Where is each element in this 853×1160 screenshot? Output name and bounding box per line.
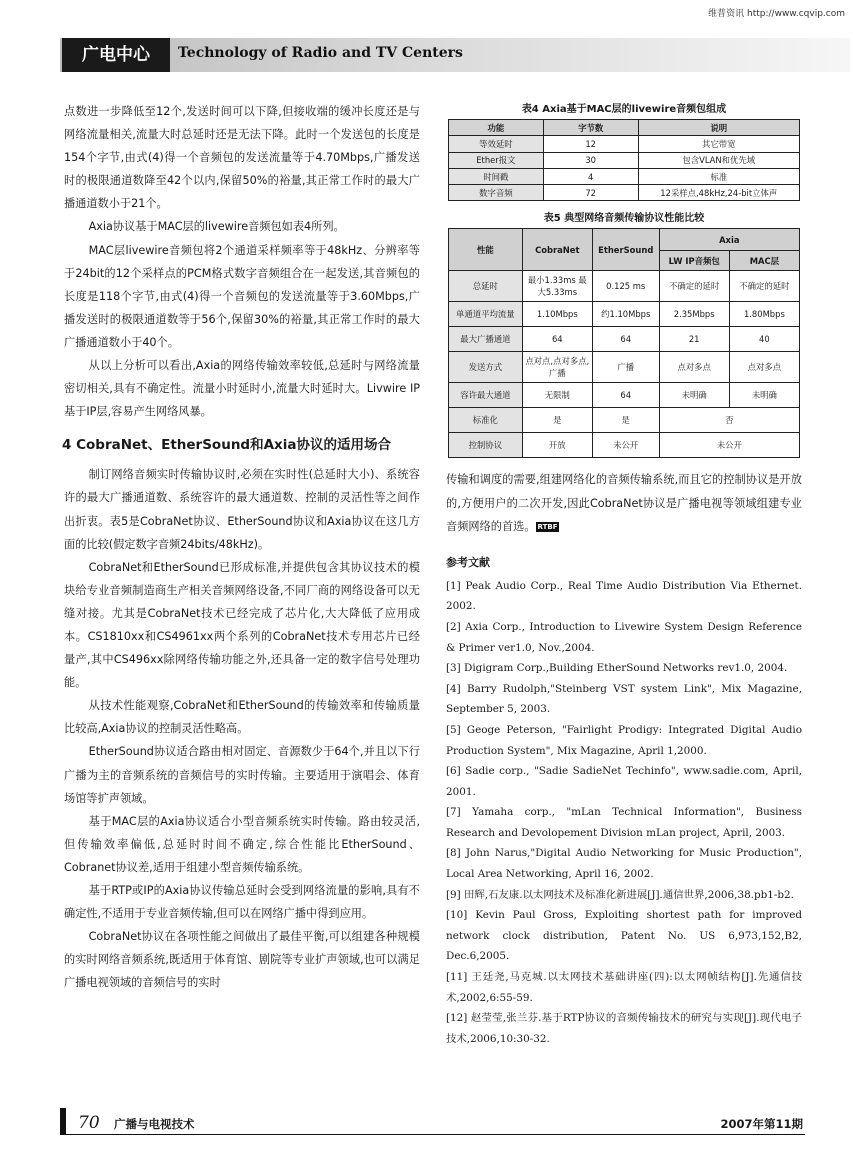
table-row [449, 408, 800, 433]
watermark: 维普资讯 http://www.cqvip.com [708, 9, 845, 19]
table-cell: 64 [592, 383, 659, 408]
references-heading: 参考文献 [446, 555, 490, 569]
table-header: LW IP音频包 [659, 251, 729, 271]
footer-rule [60, 1134, 805, 1135]
table-cell: 72 [543, 185, 638, 201]
table-cell: 是 [592, 408, 659, 433]
table-cell: 12采样点,48kHz,24-bit立体声 [638, 185, 799, 201]
table5-caption: 表5 典型网络音频传输协议性能比较 [543, 213, 705, 225]
table-row [449, 327, 800, 352]
table-row [449, 352, 800, 383]
table-cell: 单通道平均流量 [449, 302, 523, 327]
table-cell: 不确定的延时 [729, 271, 799, 302]
reference-item: [12] 赵莹莹,张兰芬.基于RTP协议的音频传输技术的研究与实现[J].现代电子技术,2006,10:30-32. [446, 1012, 802, 1045]
table-cell: 最大广播通道 [449, 327, 523, 352]
table-cell: 64 [592, 327, 659, 352]
table-cell: 否 [659, 408, 799, 433]
table-cell: 未公开 [592, 433, 659, 458]
reference-item: [9] 田辉,石友康.以太网技术及标准化新进展[J].通信世界,2006,38.pb1-b2. [446, 888, 794, 901]
reference-item: [1] Peak Audio Corp., Real Time Audio Distribution Via Ethernet. 2002. [446, 579, 802, 613]
table-cell: 点对多点 [729, 352, 799, 383]
table-cell: 2.35Mbps [659, 302, 729, 327]
body-paragraph: 点数进一步降低至12个,发送时间可以下降,但接收端的缓冲长度还是与网络流量相关,流量大时总延时还是无法下降。此时一个发送包的长度是154个字节,由式(4)得一个音频包的发送流量等于4.70Mbps,广播发送时的极限通道数降至42个以内,保留50%的裕量,其正常工作时的最大广播通道数小于21个。 [64, 105, 420, 211]
table-row [449, 136, 800, 152]
table-header: 说明 [638, 120, 799, 136]
table-cell: 总延时 [449, 271, 523, 302]
table-cell: 控制协议 [449, 433, 523, 458]
body-paragraph: 从技术性能观察,CobraNet和EtherSound的传输效率和传输质量比较高,Axia协议的控制灵活性略高。 [64, 699, 420, 736]
table-cell: 等效延时 [449, 136, 544, 152]
table-cell: 标准 [638, 168, 799, 184]
table-cell: 点对点,点对多点,广播 [522, 352, 592, 383]
table4 [448, 119, 800, 201]
reference-item: [4] Barry Rudolph,"Steinberg VST system Link", Mix Magazine, September 5, 2003. [446, 682, 802, 716]
table-cell: 包含VLAN和优先域 [638, 152, 799, 168]
table-header: 功能 [449, 120, 544, 136]
body-paragraph: 制订网络音频实时传输协议时,必须在实时性(总延时大小)、系统容许的最大广播通道数、系统容许的最大通道数、控制的灵活性等之间作出折衷。表5是CobraNet协议、EtherSound协议和Axia协议在这几方面的比较(假定数字音频24bits/48kHz)。 [64, 468, 420, 551]
body-paragraph: EtherSound协议适合路由相对固定、音源数少于64个,并且以下行广播为主的音频系统的音频信号的实时传输。主要适用于演唱会、体育场馆等扩声领域。 [64, 745, 420, 805]
footer-bar [60, 1108, 66, 1134]
left-column [64, 100, 420, 994]
reference-item: [5] Geoge Peterson, "Fairlight Prodigy: Integrated Digital Audio Production System", Mix Magazine, April 1,2000. [446, 723, 802, 757]
body-paragraph: MAC层livewire音频包将2个通道采样频率等于48kHz、分辨率等于24bit的12个采样点的PCM格式数字音频组合在一起发送,其音频包的长度是118个字节,由式(4)得一个音频包的发送流量等于3.60Mbps,广播发送时的极限通道数等于56个,保留30%的裕量,其正常工作时的最大广播通道数小于40个。 [64, 243, 420, 349]
table-cell: 40 [729, 327, 799, 352]
table-cell: 约1.10Mbps [592, 302, 659, 327]
table-cell: 最小1.33ms 最大5.33ms [522, 271, 592, 302]
table-cell: 12 [543, 136, 638, 152]
page-number: 70 [78, 1113, 100, 1133]
table-cell: 未公开 [659, 433, 799, 458]
table-row [449, 271, 800, 302]
table-cell: 标准化 [449, 408, 523, 433]
table-cell: 广播 [592, 352, 659, 383]
body-paragraph [446, 468, 802, 537]
table-cell: 64 [522, 327, 592, 352]
right-column [446, 100, 802, 1049]
end-mark: RTBF [537, 522, 558, 531]
table-row [449, 168, 800, 184]
section-tab: 广电中心 [62, 38, 170, 72]
body-paragraph: 基于RTP或IP的Axia协议传输总延时会受到网络流量的影响,具有不确定性,不适用于专业音频传输,但可以在网络广播中得到应用。 [64, 884, 420, 921]
body-paragraph: 从以上分析可以看出,Axia的网络传输效率较低,总延时与网络流量密切相关,具有不确定性。流量小时延时小,流量大时延时大。Livwire IP基于IP层,容易产生网络风暴。 [64, 359, 420, 419]
column-title: Technology of Radio and TV Centers [178, 45, 463, 61]
table-cell: 容许最大通道 [449, 383, 523, 408]
body-paragraph: 基于MAC层的Axia协议适合小型音频系统实时传输。路由较灵活,但传输效率偏低,总延时时间不确定,综合性能比EtherSound、Cobranet协议差,适用于组建小型音频传输系统。 [64, 814, 420, 874]
table-cell: 21 [659, 327, 729, 352]
body-paragraph: CobraNet和EtherSound已形成标准,并提供包含其协议技术的模块给专业音频制造商生产相关音频网络设备,不同厂商的网络设备可以无缝对接。尤其是CobraNet技术已经完成了芯片化,大大降低了应用成本。CS1810xx和CS4961xx两个系列的CobraNet技术专用芯片已经量产,其中CS496xx除网络传输功能之外,还具备一定的数字信号处理功能。 [64, 560, 420, 690]
reference-item: [10] Kevin Paul Gross, Exploiting shortest path for improved network clock distribution, Patent No. US 6,973,152,B2, Dec.6,2005. [446, 909, 802, 963]
issue-label: 2007年第11期 [720, 1117, 803, 1131]
body-paragraph: CobraNet协议在各项性能之间做出了最佳平衡,可以组建各种规模的实时网络音频系统,既适用于体育馆、剧院等专业扩声领域,也可以满足广播电视领域的音频信号的实时 [64, 930, 420, 990]
table-cell: 开放 [522, 433, 592, 458]
table-cell: 4 [543, 168, 638, 184]
table-cell: 1.10Mbps [522, 302, 592, 327]
table-row [449, 152, 800, 168]
table-header: MAC层 [729, 251, 799, 271]
table-cell: 其它带宽 [638, 136, 799, 152]
table-row [449, 383, 800, 408]
table-cell: 0.125 ms [592, 271, 659, 302]
body-paragraph: Axia协议基于MAC层的livewire音频包如表4所列。 [88, 220, 345, 234]
table4-caption: 表4 Axia基于MAC层的livewire音频包组成 [521, 104, 727, 115]
reference-item: [6] Sadie corp., "Sadie SadieNet Techinfo", www.sadie.com, April, 2001. [446, 765, 802, 798]
reference-item: [8] John Narus,"Digital Audio Networking for Music Production", Local Area Networking, April 16, 2002. [446, 847, 802, 881]
reference-item: [7] Yamaha corp., "mLan Technical Information", Business Research and Devolopement Division mLan project, April, 2003. [446, 806, 802, 839]
section-heading: 4 CobraNet、EtherSound和Axia协议的适用场合 [62, 437, 391, 454]
table-cell: Ether报文 [449, 152, 544, 168]
table-row [449, 433, 800, 458]
table-cell: 30 [543, 152, 638, 168]
table-row [449, 185, 800, 201]
table-cell: 1.80Mbps [729, 302, 799, 327]
table-header: 性能 [449, 229, 523, 271]
table-cell: 时间戳 [449, 168, 544, 184]
table-cell: 点对多点 [659, 352, 729, 383]
table-cell: 是 [522, 408, 592, 433]
reference-item: [2] Axia Corp., Introduction to Livewire System Design Reference & Primer ver1.0, Nov.,2004. [446, 620, 802, 654]
table-cell: 无限制 [522, 383, 592, 408]
table-cell: 数字音频 [449, 185, 544, 201]
table-cell: 未明确 [729, 383, 799, 408]
table-row [449, 302, 800, 327]
table-header: CobraNet [522, 229, 592, 271]
reference-item: [3] Digigram Corp.,Building EtherSound Networks rev1.0, 2004. [446, 662, 788, 675]
journal-name: 广播与电视技术 [114, 1117, 195, 1131]
table-cell: 未明确 [659, 383, 729, 408]
table-cell: 发送方式 [449, 352, 523, 383]
table5 [448, 228, 800, 458]
body-text: 传输和调度的需要,组建网络化的音频传输系统,而且它的控制协议是开放的,方便用户的二次开发,因此CobraNet协议是广播电视等领域组建专业音频网络的首选。 [446, 473, 802, 533]
table-header: EtherSound [592, 229, 659, 271]
table-header: 字节数 [543, 120, 638, 136]
table-header: Axia [659, 229, 799, 251]
table-cell: 不确定的延时 [659, 271, 729, 302]
reference-item: [11] 王廷尧,马克城.以太网技术基础讲座(四):以太网帧结构[J].先通信技术,2002,6:55-59. [446, 971, 802, 1004]
